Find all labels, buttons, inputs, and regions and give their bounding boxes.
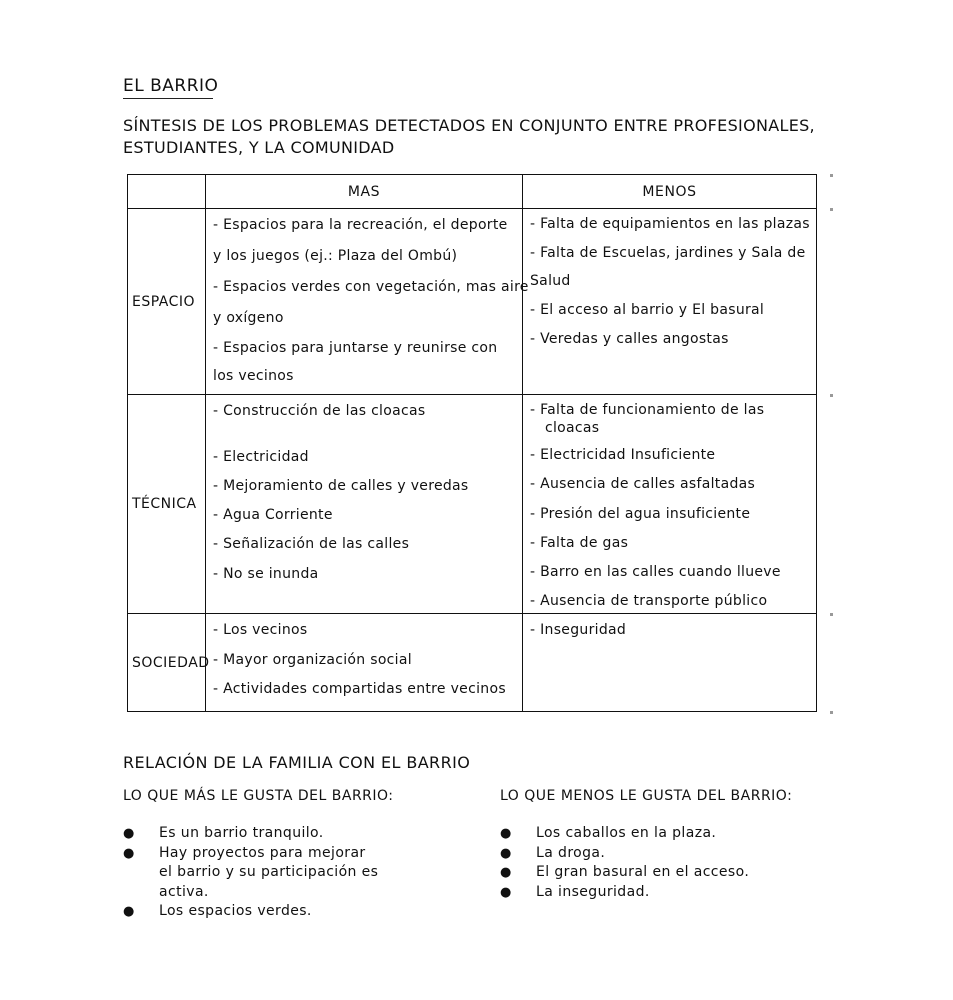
list-item: - Ausencia de transporte público bbox=[530, 593, 768, 609]
list-item: - Presión del agua insuficiente bbox=[530, 506, 751, 522]
table-row bbox=[128, 614, 817, 712]
list-item: - El acceso al barrio y El basural bbox=[530, 302, 765, 318]
list-item: - Señalización de las calles bbox=[213, 536, 410, 552]
bullet-icon: ● bbox=[123, 846, 135, 861]
column-header-mas: MAS bbox=[206, 175, 523, 209]
list-item: La inseguridad. bbox=[536, 884, 650, 900]
edge-dot bbox=[830, 394, 833, 397]
table-corner-cell bbox=[128, 175, 206, 209]
sociedad-mas-cell bbox=[206, 614, 523, 712]
subtitle-line-2: ESTUDIANTES, Y LA COMUNIDAD bbox=[123, 138, 395, 157]
list-item: Es un barrio tranquilo. bbox=[159, 825, 324, 841]
sociedad-menos-cell bbox=[523, 614, 817, 712]
list-item: Los caballos en la plaza. bbox=[536, 825, 717, 841]
bullet-icon: ● bbox=[500, 826, 512, 841]
list-item: - Los vecinos bbox=[213, 622, 308, 638]
page-title: EL BARRIO bbox=[123, 76, 219, 96]
bullet-icon: ● bbox=[500, 865, 512, 880]
list-item: - Espacios para juntarse y reunirse con bbox=[213, 340, 498, 356]
list-item: Hay proyectos para mejorar bbox=[159, 845, 366, 861]
list-item: - Espacios verdes con vegetación, mas aire bbox=[213, 279, 529, 295]
list-item: - Ausencia de calles asfaltadas bbox=[530, 476, 756, 492]
list-item: Salud bbox=[530, 273, 571, 289]
bullet-icon: ● bbox=[500, 846, 512, 861]
title-underline bbox=[123, 98, 213, 99]
row-label-tecnica: TÉCNICA bbox=[128, 395, 206, 614]
list-item: La droga. bbox=[536, 845, 606, 861]
list-item: - Falta de Escuelas, jardines y Sala de bbox=[530, 245, 806, 261]
list-item: - Veredas y calles angostas bbox=[530, 331, 729, 347]
table-row bbox=[128, 395, 817, 614]
family-section-title: RELACIÓN DE LA FAMILIA CON EL BARRIO bbox=[123, 753, 471, 772]
list-item: - Barro en las calles cuando llueve bbox=[530, 564, 781, 580]
list-item: - Falta de equipamientos en las plazas bbox=[530, 216, 810, 232]
table-row bbox=[128, 209, 817, 395]
list-item: y los juegos (ej.: Plaza del Ombú) bbox=[213, 248, 458, 264]
list-item: - Espacios para la recreación, el deporte bbox=[213, 217, 508, 233]
espacio-mas-cell bbox=[206, 209, 529, 395]
list-item: activa. bbox=[159, 884, 209, 900]
list-item: - No se inunda bbox=[213, 566, 319, 582]
row-label-sociedad: SOCIEDAD bbox=[128, 614, 206, 712]
bullet-icon: ● bbox=[123, 826, 135, 841]
edge-dot bbox=[830, 613, 833, 616]
list-item: - Falta de gas bbox=[530, 535, 629, 551]
column-header-menos: MENOS bbox=[523, 175, 817, 209]
page-subtitle bbox=[123, 115, 815, 159]
espacio-menos-cell bbox=[523, 209, 817, 395]
list-item: - Inseguridad bbox=[530, 622, 627, 638]
list-item: Los espacios verdes. bbox=[159, 903, 312, 919]
edge-dot bbox=[830, 174, 833, 177]
list-item: - Actividades compartidas entre vecinos bbox=[213, 681, 506, 697]
list-item: - Electricidad Insuficiente bbox=[530, 447, 716, 463]
list-item: - Mejoramiento de calles y veredas bbox=[213, 478, 469, 494]
list-item: cloacas bbox=[545, 420, 600, 436]
tecnica-mas-cell bbox=[206, 395, 523, 614]
subtitle-line-1: SÍNTESIS DE LOS PROBLEMAS DETECTADOS EN CONJUNTO ENTRE PROFESIONALES, bbox=[123, 116, 815, 135]
list-item: - Agua Corriente bbox=[213, 507, 333, 523]
list-item: El gran basural en el acceso. bbox=[536, 864, 750, 880]
row-label-espacio: ESPACIO bbox=[128, 209, 206, 395]
dislikes-heading: LO QUE MENOS LE GUSTA DEL BARRIO: bbox=[500, 788, 793, 804]
likes-heading: LO QUE MÁS LE GUSTA DEL BARRIO: bbox=[123, 788, 394, 804]
bullet-icon: ● bbox=[123, 904, 135, 919]
list-item: - Electricidad bbox=[213, 449, 309, 465]
list-item: - Mayor organización social bbox=[213, 652, 412, 668]
list-item: - Falta de funcionamiento de las bbox=[530, 402, 765, 418]
edge-dot bbox=[830, 711, 833, 714]
list-item: - Construcción de las cloacas bbox=[213, 403, 426, 419]
edge-dot bbox=[830, 208, 833, 211]
problems-table bbox=[127, 174, 817, 712]
bullet-icon: ● bbox=[500, 885, 512, 900]
tecnica-menos-cell bbox=[523, 395, 817, 614]
list-item: el barrio y su participación es bbox=[159, 864, 379, 880]
list-item: los vecinos bbox=[213, 368, 294, 384]
list-item: y oxígeno bbox=[213, 310, 284, 326]
